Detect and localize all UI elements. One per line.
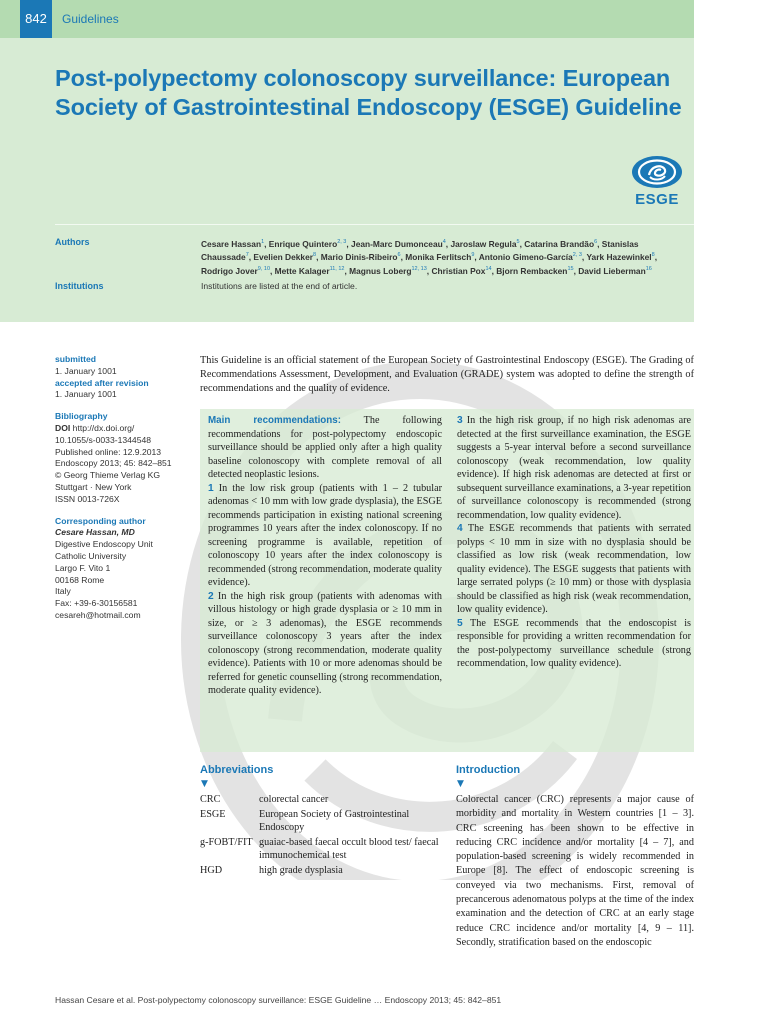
doi-link[interactable]: http://dx.doi.org/: [72, 422, 135, 433]
author-affiliation: 6: [594, 239, 598, 245]
abbreviation-term: g-FOBT/FIT: [200, 836, 253, 848]
author-name: Jaroslaw Regula: [450, 238, 517, 249]
author-name: Antonio Gimeno-García: [478, 252, 573, 263]
abbreviation-definition: guaiac-based faecal occult blood test/ faecal immunochemical test: [259, 836, 439, 861]
abbreviation-definition: high grade dysplasia: [259, 864, 343, 876]
submitted-date: 1. January 1001: [55, 365, 117, 376]
author-affiliation: 9: [471, 252, 475, 259]
fax-line: Fax: +39-6-30156581: [55, 598, 138, 609]
author-name: Enrique Quintero: [268, 238, 338, 249]
bibliography-label: Bibliography: [55, 411, 108, 422]
recommendation-number: 3: [457, 415, 463, 426]
logo-text: ESGE: [635, 191, 679, 208]
address-line: 00168 Rome: [55, 574, 105, 585]
introduction-heading: Introduction: [456, 764, 521, 776]
authors-list: Cesare Hassan$^1$, Enrique Quintero$^{2, 3}$, Jean-Marc Dumonceau$^4$, Jaroslaw Regula$^5$, Catarina Brandão$^6$, Stanislas Chaussade$^7$, Evelien Dekker$^8$, Mario Dinis-Ribeiro$^6$, Monika Ferlitsch$^9$, Antonio Gimeno-García$^{2, 3}$, Yark Hazewinkel$^8$, Rodrigo Jover$^{9, 10}$, Mette Kalager$^{11, 12}$, Magnus Loberg$^{12, 13}$, Christian Pox$^{14}$, Bjorn Rembacken$^{15}$, David Lieberman$^{16}$: [201, 238, 658, 276]
abbreviation-row: [200, 793, 440, 807]
author-affiliation: 2, 3: [337, 239, 347, 245]
recommendation-item: [457, 414, 691, 522]
recommendation-text: In the high risk group, if no high risk adenomas are detected at the first surveillance examination, the ESGE suggests a 5-year interval before a second surveillance colonoscopy (weak recommendation, low quality evidence). If high risk adenomas are detected at first or subsequent surveillance examinations, a 3-year repetition of surveillance colonoscopy is recommended (strong recommendation, low quality evidence).: [457, 415, 692, 521]
author-name: Bjorn Rembacken: [496, 265, 568, 276]
abbreviation-term: ESGE: [200, 808, 226, 820]
author-affiliation: 4: [442, 239, 446, 245]
address-line: Catholic University: [55, 550, 127, 561]
institutions-label: Institutions: [55, 281, 104, 291]
author-affiliation: 12, 13: [411, 265, 427, 272]
bibliography-line: Published online: 12.9.2013: [55, 446, 162, 457]
author-name: Mette Kalager: [274, 265, 330, 276]
recommendation-number: 4: [457, 523, 463, 534]
author-name: Evelien Dekker: [253, 252, 314, 263]
author-affiliation: 14: [485, 265, 492, 272]
page-number: 842: [20, 0, 52, 38]
recommendation-item: [457, 617, 691, 671]
author-affiliation: 16: [645, 265, 652, 272]
author-affiliation: 6: [397, 252, 401, 259]
author-name: Monika Ferlitsch: [405, 252, 472, 263]
abbreviation-definition: European Society of Gastrointestinal Endoscopy: [259, 808, 410, 833]
bibliography-line: 10.1055/s-0033-1344548: [55, 434, 152, 445]
doi-line: [55, 423, 195, 435]
introduction-text: Colorectal cancer (CRC) represents a major cause of morbidity and mortality in Western countries [1 – 3]. CRC screening has been shown to be effective in reducing CRC incidence and/or mortality [4 – 7], and population-based screening is widely recommended in Europe [8]. The effect of endoscopic screening is conveyed via two mechanisms. First, removal of precancerous adenomatous polyps at the time of the index examination and the detection of CRC at an early stage reduce CRC incidence and/or mortality [4, 9 – 11]. Secondly, stratification based on the endoscopic: [456, 794, 694, 948]
guideline-statement: This Guideline is an official statement of the European Society of Gastrointestinal Endoscopy (ESGE). The Grading of Recommendations Assessment, Development, and Evaluation (GRADE) system was adopted to define the strength of recommendations and the quality of evidence.: [200, 355, 694, 394]
institutions-text: Institutions are listed at the end of article.: [201, 281, 358, 291]
author-affiliation: 5: [516, 239, 520, 245]
submitted-label: submitted: [55, 354, 97, 364]
abbreviation-term: HGD: [200, 864, 223, 876]
author-name: Catarina Brandão: [524, 238, 595, 249]
author-name: Jean-Marc Dumonceau: [351, 238, 443, 249]
page-footer: Hassan Cesare et al. Post-polypectomy colonoscopy surveillance: ESGE Guideline … Endoscopy 2013; 45: 842–851: [55, 995, 502, 1005]
arrow-down-icon: ▼: [201, 779, 208, 789]
author-name: Stanislas Chaussade: [201, 238, 639, 263]
author-affiliation: 8: [313, 252, 317, 259]
authors-label: Authors: [55, 237, 90, 247]
recommendation-item: [208, 482, 442, 590]
author-affiliation: 11, 12: [329, 265, 345, 272]
recommendation-number: 1: [208, 482, 214, 494]
bibliography-line: Stuttgart · New York: [55, 481, 132, 492]
esge-logo: [628, 155, 686, 208]
abbreviation-row: [200, 836, 440, 863]
author-affiliation: 7: [245, 252, 249, 259]
author-name: David Lieberman: [578, 265, 646, 276]
recommendation-text: The ESGE recommends that patients with serrated polyps < 10 mm in size with no dysplasia should be classified as low risk (weak recommendation, low quality evidence). The ESGE suggests that patients with large serrated polyps (≥ 10 mm) or those with dysplasia should be classified as high risk (weak recommendation, low quality evidence).: [457, 523, 691, 615]
author-affiliation: 9, 10: [257, 265, 271, 272]
author-affiliation: 8: [651, 252, 655, 259]
recommendations-left-column: [208, 414, 442, 698]
recommendation-number: 5: [457, 617, 463, 629]
abbreviation-definition: colorectal cancer: [259, 794, 329, 805]
bibliography-line: ISSN 0013-726X: [55, 493, 120, 504]
esge-logo-icon: [628, 155, 686, 189]
recommendation-number: 2: [208, 590, 214, 602]
email-link[interactable]: cesareh@hotmail.com: [55, 609, 141, 620]
accepted-label: accepted after revision: [55, 377, 149, 388]
address-line: Largo F. Vito 1: [55, 562, 111, 573]
address-line: Italy: [55, 586, 71, 597]
header-divider: [55, 224, 694, 225]
arrow-down-icon: ▼: [457, 779, 464, 789]
recommendations-right-column: [457, 414, 691, 671]
abbreviation-term: CRC: [200, 794, 221, 805]
recommendation-item: [208, 590, 442, 698]
address-line: Digestive Endoscopy Unit: [55, 539, 153, 550]
bibliography-line: Endoscopy 2013; 45: 842–851: [55, 458, 172, 469]
author-name: Yark Hazewinkel: [586, 252, 652, 263]
recommendations-lead: The following recommendations for post-polypectomy endoscopic surveillance should be applied only after a high quality baseline colonoscopy with complete removal of all detected neoplastic lesions.: [208, 415, 442, 480]
abbreviation-row: [200, 864, 440, 878]
abbreviations-heading: Abbreviations: [200, 764, 274, 776]
author-affiliation: 1: [261, 239, 265, 245]
bibliography-line: © Georg Thieme Verlag KG: [55, 470, 161, 481]
corresponding-author-name: Cesare Hassan, MD: [55, 527, 135, 538]
author-name: Rodrigo Jover: [201, 265, 258, 276]
corresponding-author-label: Corresponding author: [55, 515, 146, 526]
recommendation-text: The ESGE recommends that the endoscopist is responsible for providing a written recommendation for the post-polypectomy surveillance schedule (strong recommendation, low quality evidence).: [457, 617, 691, 669]
recommendation-text: In the low risk group (patients with 1 – 2 tubular adenomas < 10 mm with low grade dysplasia), the ESGE recommends participation in existing national screening programmes 10 years after the index colonoscopy. If no screening programme is available, repetition of colonoscopy 10 years after the index colonoscopy is recommended (strong recommendation, moderate quality evidence).: [208, 482, 443, 588]
section-label: Guidelines: [62, 12, 119, 26]
abbreviations-table: [200, 793, 440, 878]
doi-label: DOI: [55, 422, 71, 433]
accepted-date: 1. January 1001: [55, 389, 117, 400]
abbreviation-row: [200, 808, 440, 835]
main-recommendations-box: [200, 409, 694, 752]
article-title: Post-polypectomy colonoscopy surveillance: European Society of Gastrointestinal Endoscopy (ESGE) Guideline: [55, 65, 682, 120]
author-name: Christian Pox: [431, 265, 486, 276]
author-name: Mario Dinis-Ribeiro: [320, 252, 398, 263]
author-name: Cesare Hassan: [201, 238, 262, 249]
recommendations-heading: Main recommendations:: [208, 415, 341, 426]
author-name: Magnus Loberg: [349, 265, 412, 276]
recommendation-text: In the high risk group (patients with adenomas with villous histology or high grade dysplasia or ≥ 10 mm in size, or ≥ 3 adenomas), the ESGE recommends surveillance colonoscopy 3 years after the index colonoscopy (strong recommendation, moderate quality evidence). Patients with 10 or more adenomas should be referred for genetic counselling (strong recommendation, moderate quality evidence).: [208, 590, 442, 696]
author-affiliation: 2, 3: [572, 252, 582, 259]
article-info-sidebar: [55, 354, 195, 622]
author-affiliation: 15: [567, 265, 574, 272]
recommendation-item: [457, 522, 691, 617]
